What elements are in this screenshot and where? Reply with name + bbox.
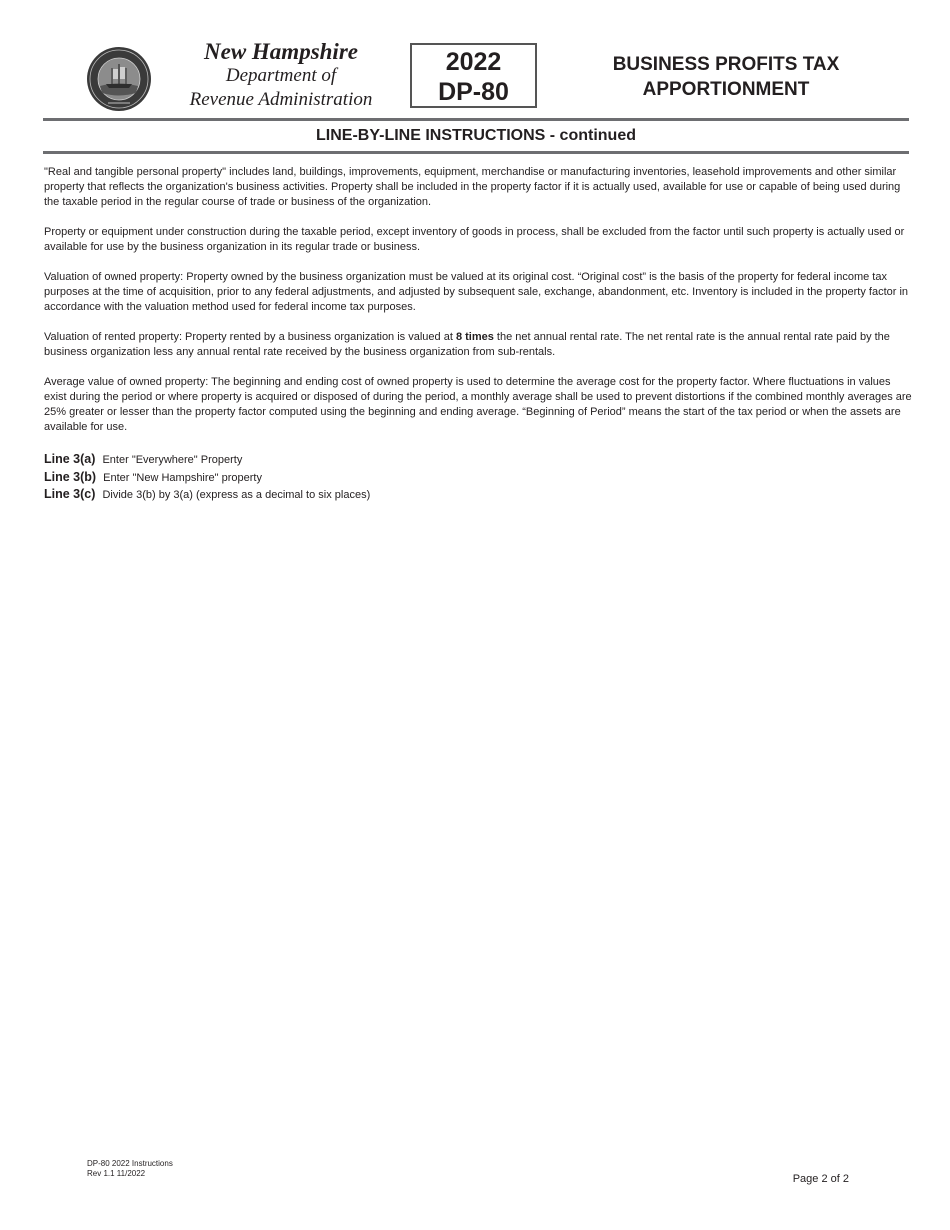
line-text: Enter "New Hampshire" property [103,471,262,484]
agency-name [170,40,392,112]
department-line-2: Revenue Administration [189,89,373,110]
instructions-body [44,165,914,450]
form-year: 2022 [445,48,502,76]
line-label: Line 3(c) [44,487,96,501]
form-id-box [410,43,537,108]
paragraph-average-value: Average value of owned property: The beginning and ending cost of owned property is used to determine the average cost for the property factor. Where fluctuations in values exist during the period or where property is acquired or disposed of during the period, a monthly average shall be used to prevent distortions if the combined monthly averages are 25% greater or lesser than the property factor computed using the beginning and ending average. “Beginning of Period” means the start of the tax period or when the assets are available for use. [44,376,912,433]
paragraph-owned-valuation: Valuation of owned property: Property owned by the business organization must be valued at its original cost. “Original cost” is the basis of the property for federal income tax purposes at the time of acquisition, prior to any federal adjustments, and adjusted by subsequent sale, exchange, abandonment, etc. Inventory is included in the property factor in accordance with the valuation method used for federal income tax purposes. [44,271,909,313]
footer-form-instructions: DP-80 2022 Instructions [87,1159,173,1168]
paragraph-rented-valuation [44,330,914,360]
line-text: Enter "Everywhere" Property [102,454,243,466]
line-text: Divide 3(b) by 3(a) (express as a decimal to six places) [102,489,371,501]
paragraph-tangible-property: "Real and tangible personal property" includes land, buildings, improvements, equipment, merchandise or manufacturing inventories, leasehold improvements and other similar property that reflects the organization's business activities. Property shall be included in the property factor if it is actually used, available for use or capable of being used during the taxable period in the regular course of trade or business of the organization. [44,166,901,208]
footer-revision: Rev 1.1 11/2022 [87,1169,146,1178]
paragraph-construction: Property or equipment under construction during the taxable period, except inventory of goods in process, shall be excluded from the factor until such property is actually used or available for use by the business organization in its regular trade or business. [44,226,905,253]
line-label: Line 3(b) [44,469,97,484]
rented-multiplier: 8 times [455,331,494,343]
state-name: New Hampshire [204,39,358,64]
bottom-divider [43,151,909,154]
section-title: LINE-BY-LINE INSTRUCTIONS - continued [316,127,636,144]
rented-text-before: Valuation of rented property: Property rented by a business organization is valued at [44,331,456,343]
line-instructions [44,451,644,504]
form-title-line-1: BUSINESS PROFITS TAX [612,54,840,75]
form-title-line-2: APPORTIONMENT [642,79,810,100]
top-divider [43,118,909,121]
line-item [44,451,644,469]
department-line-1: Department of [225,65,337,86]
form-number: DP-80 [438,78,509,106]
form-title [580,52,872,102]
line-item [44,486,644,504]
footer-form-info [87,1159,173,1179]
line-item [44,469,644,487]
line-label: Line 3(a) [44,452,96,466]
state-seal-icon [86,46,152,112]
rented-text-after: the net annual rental rate. The net rental rate is the annual rental rate paid by the business organization less any annual rental rate received by the business organization from sub-rentals. [44,331,890,358]
page-number: Page 2 of 2 [792,1173,849,1185]
